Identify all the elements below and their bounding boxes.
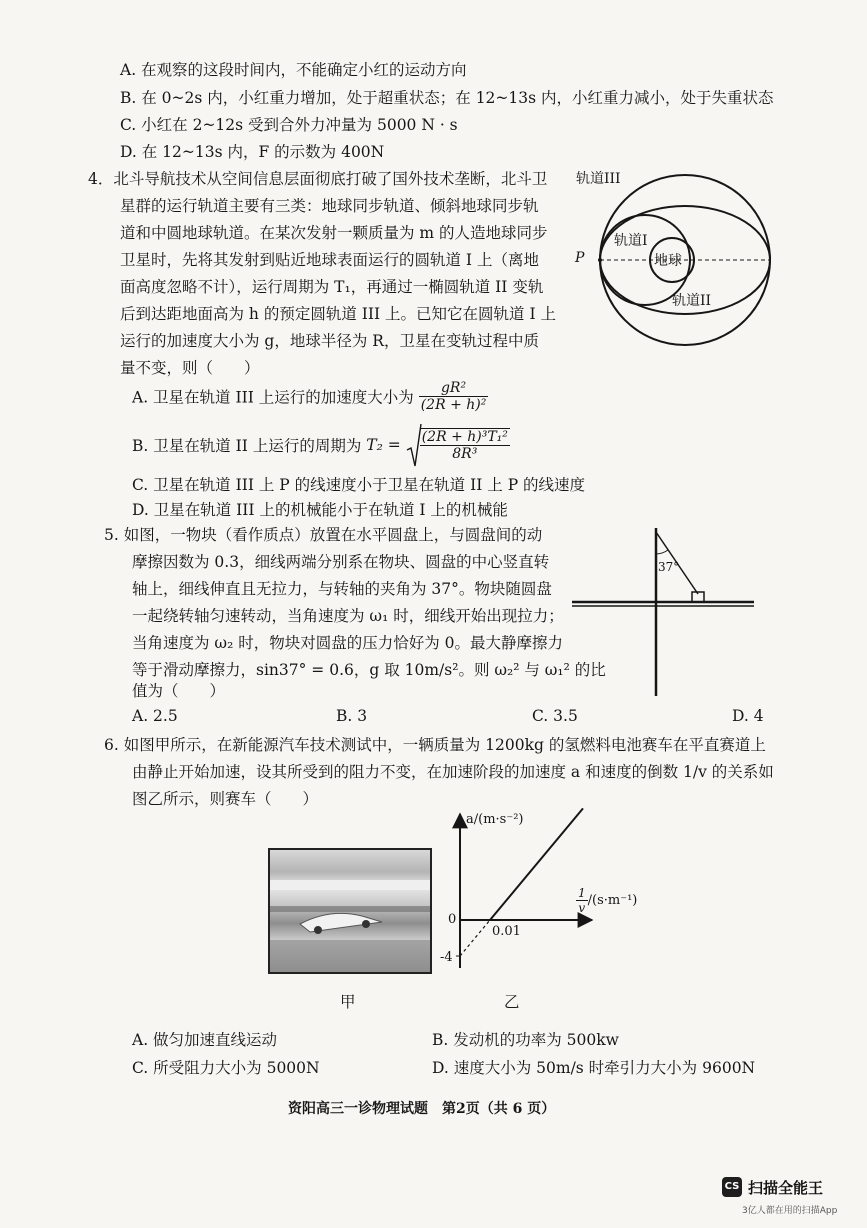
- q6-option-a: A. 做匀加速直线运动: [132, 1031, 278, 1049]
- extrapolation-line: [460, 920, 490, 956]
- q4-stem-line: 后到达距地面高为 h 的预定圆轨道 III 上。已知它在圆轨道 I 上: [120, 305, 557, 323]
- turntable-diagram: [568, 524, 758, 700]
- q4-option-a-fraction: [419, 380, 489, 413]
- orbit-2-label: 轨道II: [672, 293, 712, 309]
- q6-option-b: B. 发动机的功率为 500kw: [432, 1031, 619, 1049]
- tick-x: 0.01: [492, 924, 521, 939]
- q4-stem-line: 卫星时，先将其发射到贴近地球表面运行的圆轨道 I 上（离地: [120, 251, 539, 269]
- q3-option-b: B. 在 0~2s 内，小红重力增加，处于超重状态；在 12~13s 内，小红重力减小，处于失重状态: [120, 89, 774, 107]
- p-label: P: [575, 250, 585, 266]
- q4-option-a: [132, 380, 488, 424]
- race-car-photo: [268, 848, 432, 974]
- q5-option-a: A. 2.5: [132, 707, 178, 725]
- q5-stem-line: 值为（ ）: [132, 682, 226, 700]
- fraction-denominator: (2R + h)²: [420, 397, 487, 413]
- fraction-numerator: (2R + h)³T₁²: [421, 429, 508, 445]
- race-car-photo-art: [270, 850, 430, 972]
- q4-option-c: C. 卫星在轨道 III 上 P 的线速度小于卫星在轨道 II 上 P 的线速度: [132, 476, 586, 494]
- fraction-denominator: 8R³: [452, 446, 478, 462]
- caption-yi: 乙: [504, 993, 520, 1011]
- x-axis-unit: /(s·m⁻¹): [587, 893, 638, 908]
- q4-option-d: D. 卫星在轨道 III 上的机械能小于在轨道 I 上的机械能: [132, 501, 508, 519]
- orbit-1-label: 轨道I: [614, 233, 648, 249]
- q5-stem-line: 等于滑动摩擦力，sin37° = 0.6，g 取 10m/s²。则 ω₂² 与 ω₁² 的比: [132, 661, 606, 679]
- q5-stem-line: 一起绕转轴匀速转动，当角速度为 ω₁ 时，细线开始出现拉力；: [132, 607, 564, 625]
- q4-stem-line: 面高度忽略不计），运行周期为 T₁，再通过一椭圆轨道 II 变轨: [120, 278, 544, 296]
- caption-jia: 甲: [340, 993, 356, 1011]
- q6-stem-line: 6. 如图甲所示，在新能源汽车技术测试中，一辆质量为 1200kg 的氢燃料电池赛车在平直赛道上: [104, 736, 766, 754]
- q3-option-a: A. 在观察的这段时间内，不能确定小红的运动方向: [120, 61, 467, 79]
- y-axis-label: a/(m·s⁻²): [466, 812, 524, 827]
- orbit-3-label: 轨道III: [576, 171, 621, 187]
- x-axis-label: [576, 886, 637, 915]
- tick-zero: 0: [448, 912, 457, 927]
- scanner-tagline: 3亿人都在用的扫描App: [742, 1206, 838, 1216]
- q4-stem-line: 星群的运行轨道主要有三类：地球同步轨道、倾斜地球同步轨: [120, 197, 539, 215]
- q4-option-b-fraction: [420, 428, 510, 462]
- q6-stem-line: 图乙所示，则赛车（ ）: [132, 790, 319, 808]
- q5-option-d: D. 4: [732, 707, 764, 725]
- angle-label: 37°: [658, 560, 680, 574]
- q4-option-b: [132, 422, 510, 470]
- page-footer: 资阳高三一诊物理试题 第2页（共 6 页）: [288, 1101, 556, 1117]
- q4-option-b-variable: T₂ =: [366, 436, 401, 454]
- acceleration-graph: [432, 808, 638, 973]
- q4-option-b-text: B. 卫星在轨道 II 上运行的周期为: [132, 437, 362, 455]
- x-axis-fraction: [576, 886, 588, 915]
- scanner-brand: 扫描全能王: [748, 1179, 824, 1197]
- orbit-diagram: [572, 164, 772, 364]
- point-p: [598, 258, 602, 262]
- q6-option-c: C. 所受阻力大小为 5000N: [132, 1059, 320, 1077]
- q4-stem-line: 量不变，则（ ）: [120, 359, 260, 377]
- turntable-svg: [568, 524, 758, 700]
- q3-option-d: D. 在 12~13s 内，F 的示数为 400N: [120, 143, 385, 161]
- earth-label: 地球: [654, 253, 682, 269]
- q5-stem-line: 摩擦因数为 0.3，细线两端分别系在物块、圆盘的中心竖直转: [132, 553, 550, 571]
- q3-option-c: C. 小红在 2~12s 受到合外力冲量为 5000 N · s: [120, 116, 458, 134]
- q5-stem-line: 轴上，细线伸直且无拉力，与转轴的夹角为 37°。物块随圆盘: [132, 580, 552, 598]
- q4-stem-line: 运行的加速度大小为 g，地球半径为 R，卫星在变轨过程中质: [120, 332, 539, 350]
- q4-option-a-text: A. 卫星在轨道 III 上运行的加速度大小为: [132, 388, 414, 407]
- q5-option-b: B. 3: [336, 707, 368, 725]
- q5-stem-line: 5. 如图，一物块（看作质点）放置在水平圆盘上，与圆盘间的动: [104, 526, 543, 544]
- q6-stem-line: 由静止开始加速，设其所受到的阻力不变，在加速阶段的加速度 a 和速度的倒数 1/v 的关系如: [132, 763, 774, 781]
- fraction-numerator: 1: [578, 886, 586, 900]
- q6-option-d: D. 速度大小为 50m/s 时牵引力大小为 9600N: [432, 1059, 756, 1077]
- scanner-logo: CS: [722, 1177, 742, 1197]
- q4-stem-line: 4．北斗导航技术从空间信息层面彻底打破了国外技术垄断，北斗卫: [88, 170, 548, 188]
- q5-stem-line: 当角速度为 ω₂ 时，物块对圆盘的压力恰好为 0。最大静摩擦力: [132, 634, 563, 652]
- angle-arc: [656, 550, 668, 554]
- q5-option-c: C. 3.5: [532, 707, 578, 725]
- q4-stem-line: 道和中圆地球轨道。在某次发射一颗质量为 m 的人造地球同步: [120, 224, 548, 242]
- tick-y: -4: [440, 950, 453, 965]
- fraction-numerator: gR²: [419, 380, 489, 397]
- fraction-denominator: v: [578, 901, 586, 915]
